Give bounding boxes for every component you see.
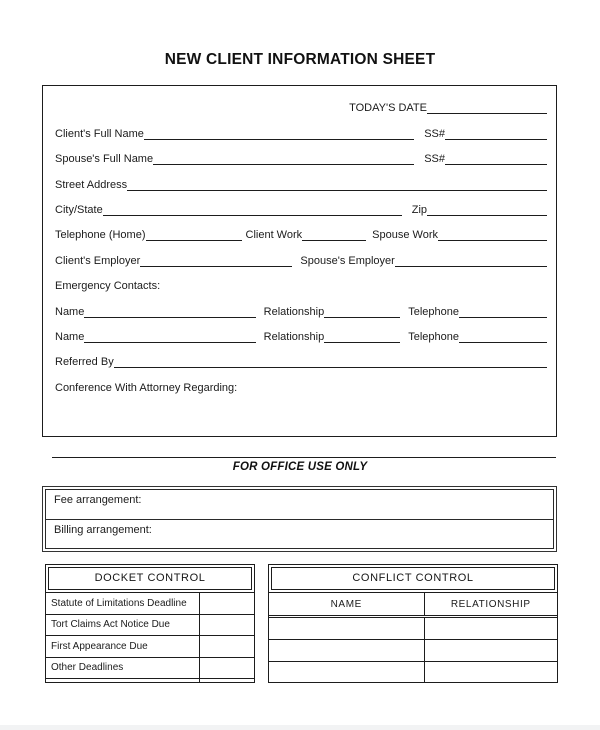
fee-billing-inner <box>45 489 554 549</box>
client-work-label: Client Work <box>245 229 303 242</box>
docket-row-label: Statute of Limitations Deadline <box>46 593 200 614</box>
clients-employer-label: Client's Employer <box>55 254 141 267</box>
document-title: NEW CLIENT INFORMATION SHEET <box>164 51 436 68</box>
spouse-work-field[interactable] <box>438 237 547 241</box>
contact2-relationship-field[interactable] <box>324 339 400 343</box>
employer-row <box>55 243 547 268</box>
conflict-column-headers <box>269 592 557 616</box>
table-row <box>46 615 254 637</box>
contact2-telephone-field[interactable] <box>459 339 547 343</box>
spouse-ss-label: SS# <box>424 153 445 166</box>
client-full-name-field[interactable] <box>144 136 414 140</box>
conflict-control-title: CONFLICT CONTROL <box>271 567 555 590</box>
docket-row-label: Tort Claims Act Notice Due <box>46 615 200 636</box>
office-use-heading: FOR OFFICE USE ONLY <box>232 461 368 473</box>
docket-row-value-cell[interactable] <box>200 636 254 657</box>
conflict-control-table <box>268 564 558 683</box>
contact1-name-label: Name <box>55 305 85 318</box>
spouses-employer-field[interactable] <box>395 263 547 267</box>
client-ss-label: SS# <box>424 127 445 140</box>
billing-arrangement-label: Billing arrangement: <box>54 523 152 536</box>
control-tables <box>45 564 558 683</box>
conference-notes-area[interactable] <box>55 396 547 442</box>
docket-control-rows <box>46 592 254 683</box>
table-row <box>46 593 254 615</box>
street-address-row <box>55 167 547 192</box>
todays-date-row <box>55 91 547 116</box>
contact1-relationship-field[interactable] <box>324 314 400 318</box>
contact2-name-field[interactable] <box>84 339 255 343</box>
spouse-work-label: Spouse Work <box>372 229 438 242</box>
docket-row-label: Other Deadlines <box>46 658 200 679</box>
contact1-name-field[interactable] <box>84 314 255 318</box>
conflict-name-cell[interactable] <box>269 640 425 661</box>
city-state-field[interactable] <box>103 212 402 216</box>
client-info-box <box>42 85 557 437</box>
docket-row-value-cell[interactable] <box>200 593 254 614</box>
todays-date-field[interactable] <box>427 110 547 114</box>
city-state-row <box>55 193 547 218</box>
city-state-label: City/State <box>55 203 103 216</box>
client-full-name-label: Client's Full Name <box>55 127 144 140</box>
table-row <box>269 640 557 662</box>
docket-control-title: DOCKET CONTROL <box>48 567 252 590</box>
docket-row-value-cell[interactable] <box>200 658 254 679</box>
spouse-full-name-field[interactable] <box>153 161 414 165</box>
spouse-name-row <box>55 142 547 167</box>
client-name-row <box>55 116 547 141</box>
fee-billing-box <box>42 486 557 552</box>
clients-employer-field[interactable] <box>140 263 292 267</box>
conflict-name-cell[interactable] <box>269 618 425 639</box>
table-row-partial <box>46 679 254 683</box>
spouses-employer-label: Spouse's Employer <box>300 254 395 267</box>
docket-control-table <box>45 564 255 683</box>
spouse-full-name-label: Spouse's Full Name <box>55 153 154 166</box>
docket-row-value-cell[interactable] <box>200 615 254 636</box>
contact2-telephone-label: Telephone <box>408 330 459 343</box>
telephone-home-field[interactable] <box>146 237 242 241</box>
table-row <box>46 636 254 658</box>
zip-field[interactable] <box>427 212 547 216</box>
emergency-contacts-label: Emergency Contacts: <box>55 280 161 293</box>
office-use-divider <box>52 457 556 458</box>
zip-label: Zip <box>411 203 427 216</box>
conference-label: Conference With Attorney Regarding: <box>55 381 238 394</box>
conflict-body <box>269 617 557 683</box>
spouse-ss-field[interactable] <box>445 161 547 165</box>
contact1-row <box>55 294 547 319</box>
conflict-relationship-cell[interactable] <box>425 662 557 683</box>
conflict-name-column-header: NAME <box>269 593 425 615</box>
billing-arrangement-field[interactable] <box>46 519 553 549</box>
contact2-relationship-label: Relationship <box>263 330 325 343</box>
todays-date-label: TODAY'S DATE <box>349 102 427 115</box>
telephone-home-label: Telephone (Home) <box>55 229 146 242</box>
contact1-telephone-label: Telephone <box>408 305 459 318</box>
street-address-label: Street Address <box>55 178 128 191</box>
emergency-contacts-row <box>55 269 547 294</box>
fee-arrangement-label: Fee arrangement: <box>54 494 142 506</box>
street-address-field[interactable] <box>127 187 547 191</box>
docket-row-label: First Appearance Due <box>46 636 200 657</box>
client-ss-field[interactable] <box>445 136 547 140</box>
table-row <box>269 618 557 640</box>
contact1-relationship-label: Relationship <box>263 305 325 318</box>
referred-by-row <box>55 345 547 370</box>
telephone-row <box>55 218 547 243</box>
conflict-relationship-column-header: RELATIONSHIP <box>450 598 531 610</box>
conflict-relationship-cell[interactable] <box>425 618 557 639</box>
table-row <box>269 662 557 683</box>
contact1-telephone-field[interactable] <box>459 314 547 318</box>
table-row <box>46 658 254 680</box>
contact2-row <box>55 320 547 345</box>
page-edge-strip <box>0 725 600 730</box>
conflict-name-cell[interactable] <box>269 662 425 683</box>
referred-by-label: Referred By <box>55 356 114 369</box>
referred-by-field[interactable] <box>114 364 547 368</box>
client-work-field[interactable] <box>302 237 366 241</box>
contact2-name-label: Name <box>55 330 85 343</box>
conflict-relationship-cell[interactable] <box>425 640 557 661</box>
conference-row <box>55 370 547 395</box>
fee-arrangement-field[interactable] <box>46 490 553 519</box>
